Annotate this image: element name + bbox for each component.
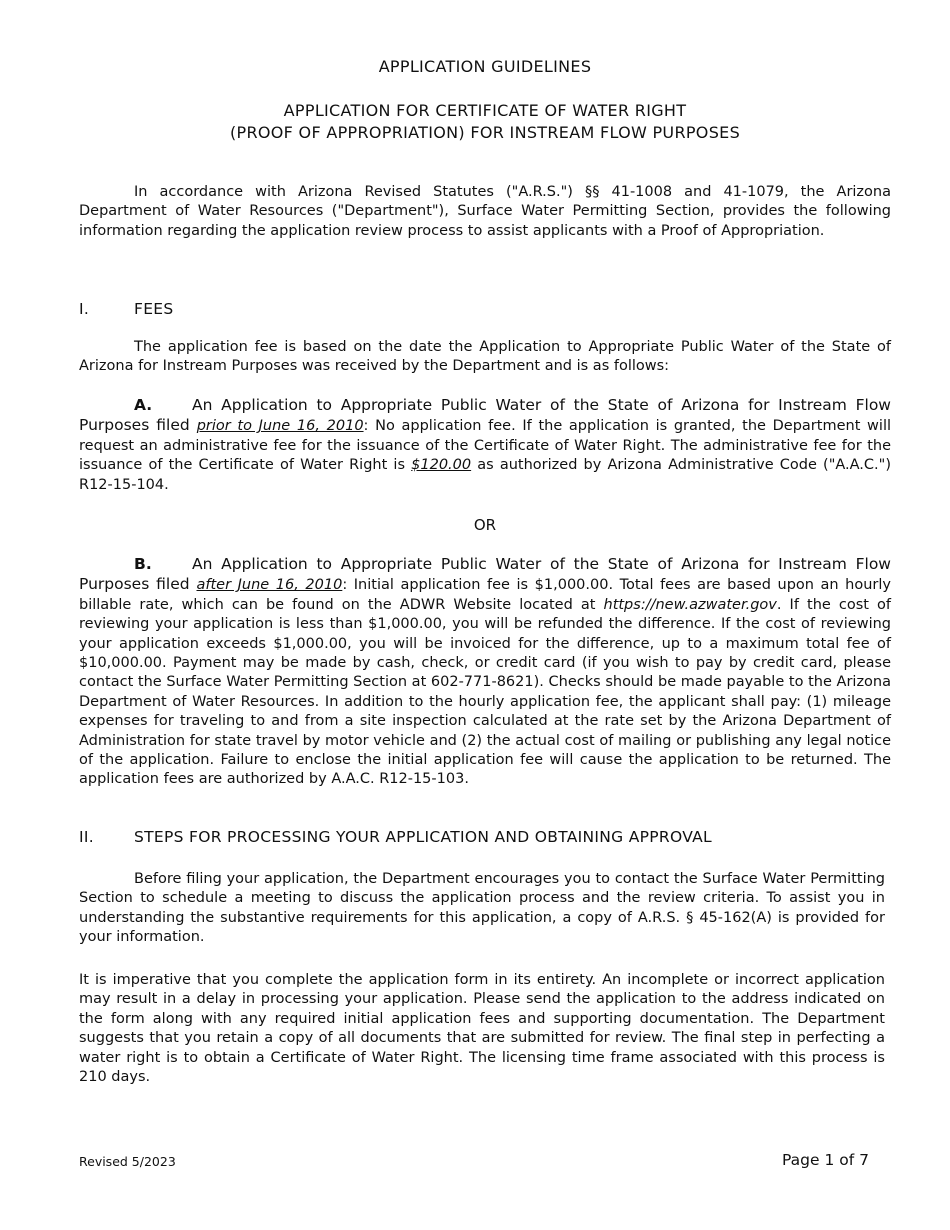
revision-date: Revised 5/2023 [79, 1154, 176, 1169]
website-url[interactable]: https://new.azwater.gov [603, 596, 777, 613]
section-title: FEES [134, 300, 174, 318]
section-number: II. [79, 828, 94, 846]
subtitle-line-1: APPLICATION FOR CERTIFICATE OF WATER RIGHT [283, 101, 687, 120]
filing-date: after June 16, 2010 [196, 577, 343, 594]
fee-amount: $120.00 [411, 457, 472, 474]
filing-date: prior to June 16, 2010 [196, 418, 364, 435]
item-text: : Initial application fee is $1,000.00. Total fees are based upon an hourly billable rate, which can be found on the ADWR Website located at [79, 577, 891, 613]
section-title: STEPS FOR PROCESSING YOUR APPLICATION AND OBTAINING APPROVAL [134, 828, 712, 846]
intro-paragraph: In accordance with Arizona Revised Statutes ("A.R.S.") §§ 41-1008 and 41-1079, the Arizona Department of Water Resources ("Department"), Surface Water Permitting Section, provides the following information regarding the application review process to assist applicants with a Proof of Appropriation. [79, 184, 891, 239]
subtitle-line-2: (PROOF OF APPROPRIATION) FOR INSTREAM FLOW PURPOSES [229, 123, 741, 142]
item-text: : No application fee. If the application is granted, the Department will request an administrative fee for the issuance of the Certificate of Water Right. The administrative fee for the issuance of the Certificate of Water Right is [79, 418, 891, 474]
section-number: I. [79, 300, 90, 318]
document-title: APPLICATION GUIDELINES [378, 57, 592, 76]
item-text-continued: . If the cost of reviewing your application is less than $1,000.00, you will be refunded the difference. If the cost of reviewing your application exceeds $1,000.00, you will be invoiced for the difference, up to a maximum total fee of $10,000.00. Payment may be made by cash, check, or credit card (if you wish to pay by credit card, please contact the Surface Water Permitting Section at 602-771-8621). Checks should be made payable to the Arizona Department of Water Resources. In addition to the hourly application fee, the applicant shall pay: (1) mileage expenses for traveling to and from a site inspection calculated at the rate set by the Arizona Department of Administration for state travel by motor vehicle and (2) the actual cost of mailing or publishing any legal notice of the application. Failure to enclose the initial application fee will cause the application to be returned. The application fees are authorized by A.A.C. R12-15-103. [79, 596, 891, 788]
or-separator: OR [473, 516, 497, 534]
page-number: Page 1 of 7 [782, 1151, 869, 1169]
document-subtitle [79, 100, 891, 144]
section-heading-fees [79, 300, 174, 318]
fees-intro-paragraph: The application fee is based on the date the Application to Appropriate Public Water of the State of Arizona for Instream Purposes was received by the Department and is as follows: [79, 339, 891, 375]
section-heading-steps [79, 828, 712, 846]
item-lead: An Application to Appropriate Public Water of the State of Arizona for Instream Flow Purposes filed [79, 396, 891, 435]
fee-item-b [79, 555, 891, 790]
item-text-continued: as authorized by Arizona Administrative Code ("A.A.C.") R12-15-104. [79, 457, 891, 493]
item-label: B. [134, 555, 152, 573]
fee-item-a [79, 396, 891, 495]
steps-paragraph-2: It is imperative that you complete the application form in its entirety. An incomplete or incorrect application may result in a delay in processing your application. Please send the application to the address indicated on the form along with any required initial application fees and supporting documentation. The Department suggests that you retain a copy of all documents that are submitted for review. The final step in perfecting a water right is to obtain a Certificate of Water Right. The licensing time frame associated with this process is 210 days. [79, 972, 885, 1086]
item-label: A. [134, 396, 153, 414]
item-lead: An Application to Appropriate Public Water of the State of Arizona for Instream Flow Purposes filed [79, 555, 891, 594]
steps-paragraph-1: Before filing your application, the Department encourages you to contact the Surface Water Permitting Section to schedule a meeting to discuss the application process and the review criteria. To assist you in understanding the substantive requirements for this application, a copy of A.R.S. § 45-162(A) is provided for your information. [79, 871, 885, 946]
